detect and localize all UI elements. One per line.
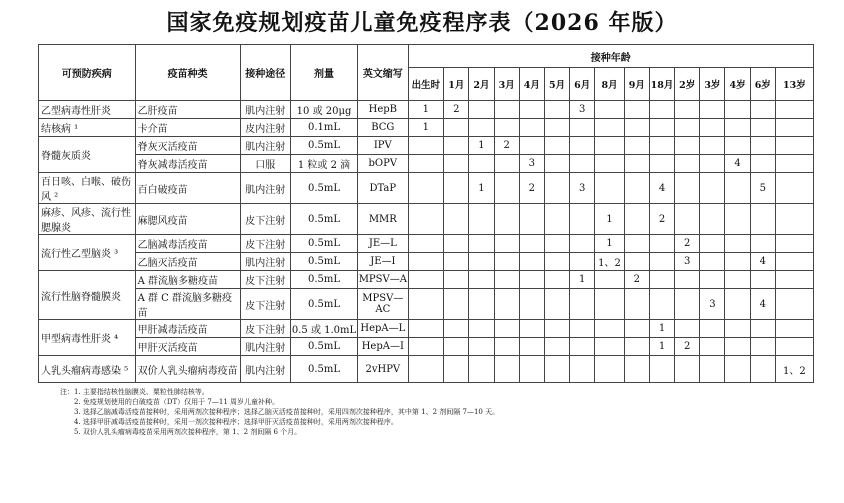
cell-dose-number bbox=[750, 356, 775, 383]
cell-disease: 麻疹、风疹、流行性腮腺炎 bbox=[39, 204, 136, 235]
cell-dose-number bbox=[775, 320, 813, 338]
cell-dose-number bbox=[700, 338, 725, 356]
cell-dose-number bbox=[444, 253, 469, 271]
cell-dose-number bbox=[494, 101, 519, 119]
cell-dose-number bbox=[595, 356, 624, 383]
cell-dose-number bbox=[624, 338, 649, 356]
cell-dose-number bbox=[624, 253, 649, 271]
cell-dose: 0.5mL bbox=[290, 253, 357, 271]
cell-dose-number bbox=[700, 253, 725, 271]
cell-dose-number bbox=[469, 119, 494, 137]
cell-dose-number bbox=[595, 101, 624, 119]
cell-dose-number: 2 bbox=[675, 338, 700, 356]
cell-dose-number bbox=[725, 204, 750, 235]
cell-dose-number bbox=[750, 137, 775, 155]
cell-dose-number bbox=[700, 204, 725, 235]
table-row bbox=[39, 204, 814, 235]
cell-dose: 0.5mL bbox=[290, 356, 357, 383]
header-age-6: 6月 bbox=[570, 68, 595, 101]
cell-dose-number bbox=[649, 253, 674, 271]
cell-dose-number bbox=[649, 289, 674, 320]
cell-dose-number bbox=[469, 338, 494, 356]
cell-dose-number bbox=[649, 119, 674, 137]
cell-dose-number bbox=[469, 204, 494, 235]
cell-dose-number bbox=[775, 253, 813, 271]
cell-dose: 1 粒或 2 滴 bbox=[290, 155, 357, 173]
cell-dose-number: 1 bbox=[469, 137, 494, 155]
cell-vaccine: A 群流脑多糖疫苗 bbox=[135, 271, 240, 289]
cell-dose-number bbox=[700, 137, 725, 155]
cell-dose-number: 2 bbox=[444, 101, 469, 119]
cell-abbr: IPV bbox=[358, 137, 408, 155]
cell-dose-number bbox=[519, 253, 544, 271]
cell-dose-number bbox=[725, 338, 750, 356]
header-route: 接种途径 bbox=[240, 45, 290, 101]
cell-dose-number bbox=[624, 137, 649, 155]
cell-disease: 人乳头瘤病毒感染 ⁵ bbox=[39, 356, 136, 383]
cell-dose-number bbox=[519, 289, 544, 320]
header-age-8: 9月 bbox=[624, 68, 649, 101]
cell-dose-number bbox=[570, 119, 595, 137]
cell-dose-number bbox=[444, 289, 469, 320]
immunization-schedule-table bbox=[38, 44, 814, 383]
cell-dose-number bbox=[444, 338, 469, 356]
cell-dose-number bbox=[519, 320, 544, 338]
cell-abbr: HepB bbox=[358, 101, 408, 119]
table-row bbox=[39, 320, 814, 338]
header-age-7: 8月 bbox=[595, 68, 624, 101]
header-age-9: 18月 bbox=[649, 68, 674, 101]
cell-dose-number bbox=[675, 204, 700, 235]
cell-vaccine: 乙肝疫苗 bbox=[135, 101, 240, 119]
cell-disease: 结核病 ¹ bbox=[39, 119, 136, 137]
cell-dose: 10 或 20μg bbox=[290, 101, 357, 119]
cell-dose: 0.5mL bbox=[290, 173, 357, 204]
table-row bbox=[39, 271, 814, 289]
cell-dose-number bbox=[494, 119, 519, 137]
cell-vaccine: 卡介苗 bbox=[135, 119, 240, 137]
cell-dose-number: 1、2 bbox=[595, 253, 624, 271]
header-age-2: 2月 bbox=[469, 68, 494, 101]
cell-dose-number bbox=[750, 204, 775, 235]
cell-dose-number bbox=[750, 155, 775, 173]
header-age-5: 5月 bbox=[544, 68, 569, 101]
cell-dose-number bbox=[675, 119, 700, 137]
cell-dose-number bbox=[519, 101, 544, 119]
cell-dose-number bbox=[519, 338, 544, 356]
cell-dose-number bbox=[444, 155, 469, 173]
cell-vaccine: 百白破疫苗 bbox=[135, 173, 240, 204]
cell-dose-number bbox=[750, 338, 775, 356]
table-row bbox=[39, 155, 814, 173]
cell-dose-number bbox=[649, 155, 674, 173]
cell-dose-number bbox=[469, 101, 494, 119]
cell-dose-number bbox=[700, 173, 725, 204]
cell-dose-number bbox=[494, 356, 519, 383]
cell-dose-number bbox=[700, 235, 725, 253]
table-row bbox=[39, 338, 814, 356]
cell-dose-number bbox=[775, 155, 813, 173]
cell-dose-number bbox=[469, 271, 494, 289]
footnote-line: 2. 免疫规划使用的白破疫苗（DT）仅用于 7—11 周岁儿童补种。 bbox=[74, 398, 279, 406]
cell-dose-number: 5 bbox=[750, 173, 775, 204]
cell-route: 皮下注射 bbox=[240, 320, 290, 338]
cell-dose: 0.5mL bbox=[290, 235, 357, 253]
cell-dose-number: 4 bbox=[649, 173, 674, 204]
cell-route: 皮下注射 bbox=[240, 235, 290, 253]
cell-dose-number bbox=[725, 119, 750, 137]
cell-dose-number bbox=[725, 320, 750, 338]
cell-dose-number: 1 bbox=[408, 101, 444, 119]
cell-dose-number: 3 bbox=[675, 253, 700, 271]
header-age-3: 3月 bbox=[494, 68, 519, 101]
cell-abbr: DTaP bbox=[358, 173, 408, 204]
cell-vaccine: 脊灰减毒活疫苗 bbox=[135, 155, 240, 173]
cell-route: 口服 bbox=[240, 155, 290, 173]
cell-dose-number bbox=[750, 235, 775, 253]
cell-dose-number bbox=[570, 204, 595, 235]
cell-dose-number bbox=[725, 356, 750, 383]
cell-dose-number: 3 bbox=[570, 101, 595, 119]
cell-route: 肌内注射 bbox=[240, 137, 290, 155]
cell-dose-number bbox=[595, 137, 624, 155]
cell-dose-number bbox=[408, 173, 444, 204]
cell-dose-number bbox=[624, 235, 649, 253]
cell-dose: 0.1mL bbox=[290, 119, 357, 137]
header-abbr: 英文缩写 bbox=[358, 45, 408, 101]
cell-disease: 百日咳、白喉、破伤风 ² bbox=[39, 173, 136, 204]
cell-dose-number bbox=[544, 235, 569, 253]
cell-abbr: MPSV—AC bbox=[358, 289, 408, 320]
cell-dose-number bbox=[700, 119, 725, 137]
cell-dose-number bbox=[595, 320, 624, 338]
cell-dose-number: 2 bbox=[649, 204, 674, 235]
cell-dose-number bbox=[544, 204, 569, 235]
cell-dose-number bbox=[725, 101, 750, 119]
cell-dose-number bbox=[595, 173, 624, 204]
cell-dose-number: 1 bbox=[649, 320, 674, 338]
cell-dose-number bbox=[675, 173, 700, 204]
cell-dose-number: 2 bbox=[494, 137, 519, 155]
cell-dose-number bbox=[775, 204, 813, 235]
cell-dose-number bbox=[750, 101, 775, 119]
cell-route: 肌内注射 bbox=[240, 101, 290, 119]
cell-dose-number bbox=[624, 119, 649, 137]
cell-vaccine: 甲肝灭活疫苗 bbox=[135, 338, 240, 356]
cell-dose-number: 1 bbox=[595, 235, 624, 253]
cell-dose-number: 1 bbox=[469, 173, 494, 204]
cell-route: 肌内注射 bbox=[240, 338, 290, 356]
cell-dose-number bbox=[700, 320, 725, 338]
cell-disease: 流行性脑脊髓膜炎 bbox=[39, 271, 136, 320]
cell-dose-number bbox=[649, 137, 674, 155]
cell-dose-number bbox=[725, 173, 750, 204]
cell-dose: 0.5mL bbox=[290, 338, 357, 356]
cell-dose: 0.5mL bbox=[290, 137, 357, 155]
cell-dose-number bbox=[444, 137, 469, 155]
cell-dose-number bbox=[519, 204, 544, 235]
cell-dose-number bbox=[469, 155, 494, 173]
cell-dose-number bbox=[570, 289, 595, 320]
cell-dose-number bbox=[570, 253, 595, 271]
cell-dose-number bbox=[469, 356, 494, 383]
footnotes bbox=[60, 387, 844, 437]
cell-abbr: HepA—L bbox=[358, 320, 408, 338]
cell-dose-number bbox=[494, 155, 519, 173]
cell-dose-number bbox=[775, 271, 813, 289]
cell-dose-number bbox=[408, 356, 444, 383]
cell-route: 肌内注射 bbox=[240, 253, 290, 271]
cell-dose-number bbox=[494, 338, 519, 356]
cell-dose-number: 1 bbox=[408, 119, 444, 137]
cell-dose-number bbox=[775, 119, 813, 137]
table-row bbox=[39, 235, 814, 253]
cell-dose-number bbox=[700, 271, 725, 289]
table-row bbox=[39, 101, 814, 119]
cell-disease: 脊髓灰质炎 bbox=[39, 137, 136, 173]
cell-dose-number: 3 bbox=[570, 173, 595, 204]
cell-dose-number bbox=[494, 289, 519, 320]
cell-dose-number bbox=[675, 155, 700, 173]
table-row bbox=[39, 173, 814, 204]
cell-dose-number: 3 bbox=[700, 289, 725, 320]
cell-dose-number bbox=[775, 235, 813, 253]
cell-dose-number bbox=[624, 356, 649, 383]
cell-dose-number bbox=[675, 137, 700, 155]
cell-dose-number bbox=[544, 119, 569, 137]
cell-dose-number bbox=[544, 137, 569, 155]
cell-dose-number bbox=[775, 101, 813, 119]
cell-dose: 0.5mL bbox=[290, 204, 357, 235]
cell-abbr: JE—L bbox=[358, 235, 408, 253]
cell-dose-number bbox=[624, 101, 649, 119]
cell-disease: 流行性乙型脑炎 ³ bbox=[39, 235, 136, 271]
header-disease: 可预防疾病 bbox=[39, 45, 136, 101]
cell-route: 肌内注射 bbox=[240, 173, 290, 204]
cell-dose-number bbox=[775, 137, 813, 155]
cell-dose-number: 1、2 bbox=[775, 356, 813, 383]
table-row bbox=[39, 119, 814, 137]
cell-dose-number: 1 bbox=[649, 338, 674, 356]
cell-dose-number bbox=[494, 235, 519, 253]
cell-dose-number bbox=[595, 289, 624, 320]
header-age-0: 出生时 bbox=[408, 68, 444, 101]
cell-dose-number bbox=[469, 235, 494, 253]
table-row bbox=[39, 253, 814, 271]
header-dose: 剂量 bbox=[290, 45, 357, 101]
cell-dose-number bbox=[649, 271, 674, 289]
cell-dose-number bbox=[675, 356, 700, 383]
cell-vaccine: 甲肝减毒活疫苗 bbox=[135, 320, 240, 338]
cell-dose-number bbox=[444, 204, 469, 235]
cell-dose-number bbox=[544, 289, 569, 320]
cell-dose-number bbox=[725, 235, 750, 253]
cell-dose-number bbox=[408, 320, 444, 338]
header-age-12: 4岁 bbox=[725, 68, 750, 101]
cell-vaccine: A 群 C 群流脑多糖疫苗 bbox=[135, 289, 240, 320]
table-row bbox=[39, 356, 814, 383]
cell-dose-number bbox=[494, 173, 519, 204]
cell-dose-number bbox=[494, 253, 519, 271]
footnote-line: 注：1. 主要指结核性脑膜炎、粟粒性肺结核等。 bbox=[60, 388, 209, 396]
cell-dose-number bbox=[544, 271, 569, 289]
cell-abbr: bOPV bbox=[358, 155, 408, 173]
table-row bbox=[39, 137, 814, 155]
cell-dose-number bbox=[595, 119, 624, 137]
cell-dose-number bbox=[624, 320, 649, 338]
cell-dose-number bbox=[544, 155, 569, 173]
cell-dose-number bbox=[624, 155, 649, 173]
cell-dose-number bbox=[444, 320, 469, 338]
footnote-line: 4. 选择甲肝减毒活疫苗接种时，采用一剂次接种程序；选择甲肝灭活疫苗接种时，采用两剂次接种程序。 bbox=[74, 418, 398, 426]
cell-dose-number bbox=[700, 101, 725, 119]
cell-dose-number bbox=[519, 119, 544, 137]
cell-abbr: HepA—I bbox=[358, 338, 408, 356]
table-row bbox=[39, 289, 814, 320]
cell-vaccine: 麻腮风疫苗 bbox=[135, 204, 240, 235]
cell-dose-number bbox=[519, 235, 544, 253]
cell-dose-number bbox=[444, 235, 469, 253]
cell-dose-number bbox=[675, 101, 700, 119]
cell-dose-number: 2 bbox=[624, 271, 649, 289]
cell-dose-number bbox=[595, 155, 624, 173]
page-title: 国家免疫规划疫苗儿童免疫程序表（2026 年版） bbox=[166, 10, 678, 36]
cell-dose-number bbox=[570, 155, 595, 173]
header-age-14: 13岁 bbox=[775, 68, 813, 101]
cell-dose-number bbox=[750, 119, 775, 137]
cell-dose-number: 2 bbox=[675, 235, 700, 253]
cell-dose-number bbox=[675, 320, 700, 338]
cell-vaccine: 双价人乳头瘤病毒疫苗 bbox=[135, 356, 240, 383]
cell-route: 肌内注射 bbox=[240, 356, 290, 383]
cell-dose-number bbox=[519, 271, 544, 289]
cell-dose-number bbox=[624, 204, 649, 235]
cell-dose-number bbox=[494, 320, 519, 338]
cell-dose-number bbox=[750, 320, 775, 338]
cell-dose-number bbox=[444, 356, 469, 383]
cell-dose-number bbox=[469, 289, 494, 320]
cell-dose-number bbox=[750, 271, 775, 289]
cell-dose-number bbox=[469, 253, 494, 271]
cell-dose-number bbox=[624, 173, 649, 204]
cell-route: 皮下注射 bbox=[240, 271, 290, 289]
cell-dose-number bbox=[544, 356, 569, 383]
cell-route: 皮下注射 bbox=[240, 289, 290, 320]
cell-disease: 甲型病毒性肝炎 ⁴ bbox=[39, 320, 136, 356]
cell-dose-number bbox=[624, 289, 649, 320]
cell-dose-number bbox=[544, 101, 569, 119]
cell-dose-number bbox=[775, 173, 813, 204]
header-vaccine: 疫苗种类 bbox=[135, 45, 240, 101]
cell-dose-number bbox=[444, 119, 469, 137]
cell-dose-number bbox=[595, 271, 624, 289]
cell-dose-number bbox=[408, 338, 444, 356]
cell-dose-number bbox=[595, 338, 624, 356]
cell-abbr: 2vHPV bbox=[358, 356, 408, 383]
cell-vaccine: 乙脑灭活疫苗 bbox=[135, 253, 240, 271]
cell-dose-number: 4 bbox=[750, 289, 775, 320]
footnote-line: 3. 选择乙脑减毒活疫苗接种时，采用两剂次接种程序；选择乙脑灭活疫苗接种时，采用四剂次接种程序，其中第 1、2 剂间隔 7—10 天。 bbox=[74, 408, 500, 416]
cell-dose-number bbox=[544, 320, 569, 338]
cell-dose-number bbox=[675, 289, 700, 320]
cell-dose-number bbox=[725, 289, 750, 320]
cell-dose-number: 2 bbox=[519, 173, 544, 204]
header-age-10: 2岁 bbox=[675, 68, 700, 101]
header-age-1: 1月 bbox=[444, 68, 469, 101]
cell-dose-number bbox=[675, 271, 700, 289]
header-age-13: 6岁 bbox=[750, 68, 775, 101]
cell-dose: 0.5 或 1.0mL bbox=[290, 320, 357, 338]
cell-dose: 0.5mL bbox=[290, 271, 357, 289]
cell-route: 皮内注射 bbox=[240, 119, 290, 137]
cell-dose-number: 1 bbox=[570, 271, 595, 289]
cell-dose-number bbox=[775, 289, 813, 320]
cell-dose-number bbox=[408, 235, 444, 253]
cell-dose-number bbox=[494, 271, 519, 289]
cell-dose-number bbox=[570, 320, 595, 338]
cell-dose-number bbox=[570, 137, 595, 155]
header-age-4: 4月 bbox=[519, 68, 544, 101]
header-age-group: 接种年龄 bbox=[408, 45, 813, 68]
cell-dose-number bbox=[700, 356, 725, 383]
cell-dose-number bbox=[408, 253, 444, 271]
cell-abbr: BCG bbox=[358, 119, 408, 137]
cell-dose-number: 4 bbox=[750, 253, 775, 271]
cell-dose-number bbox=[494, 204, 519, 235]
cell-dose-number bbox=[408, 271, 444, 289]
cell-dose-number bbox=[570, 235, 595, 253]
cell-vaccine: 脊灰灭活疫苗 bbox=[135, 137, 240, 155]
cell-disease: 乙型病毒性肝炎 bbox=[39, 101, 136, 119]
cell-dose-number bbox=[544, 173, 569, 204]
cell-dose-number bbox=[649, 101, 674, 119]
cell-dose-number bbox=[700, 155, 725, 173]
cell-dose-number bbox=[519, 356, 544, 383]
cell-abbr: JE—I bbox=[358, 253, 408, 271]
cell-dose-number bbox=[649, 235, 674, 253]
cell-abbr: MPSV—A bbox=[358, 271, 408, 289]
cell-dose-number bbox=[570, 356, 595, 383]
cell-dose-number bbox=[408, 204, 444, 235]
cell-dose-number bbox=[725, 271, 750, 289]
cell-dose-number: 1 bbox=[595, 204, 624, 235]
footnote-line: 5. 双价人乳头瘤病毒疫苗采用两剂次接种程序，第 1、2 剂间隔 6 个月。 bbox=[74, 428, 302, 436]
cell-dose-number bbox=[408, 137, 444, 155]
cell-dose-number: 3 bbox=[519, 155, 544, 173]
cell-dose-number bbox=[444, 173, 469, 204]
cell-dose-number bbox=[725, 137, 750, 155]
cell-dose-number: 4 bbox=[725, 155, 750, 173]
cell-dose-number bbox=[649, 356, 674, 383]
cell-dose-number bbox=[408, 289, 444, 320]
cell-dose-number bbox=[570, 338, 595, 356]
cell-dose-number bbox=[444, 271, 469, 289]
header-age-11: 3岁 bbox=[700, 68, 725, 101]
cell-dose-number bbox=[544, 338, 569, 356]
cell-dose-number bbox=[725, 253, 750, 271]
cell-dose-number bbox=[469, 320, 494, 338]
cell-dose-number bbox=[408, 155, 444, 173]
cell-route: 皮下注射 bbox=[240, 204, 290, 235]
cell-dose-number bbox=[544, 253, 569, 271]
cell-vaccine: 乙脑减毒活疫苗 bbox=[135, 235, 240, 253]
cell-abbr: MMR bbox=[358, 204, 408, 235]
cell-dose-number bbox=[519, 137, 544, 155]
cell-dose: 0.5mL bbox=[290, 289, 357, 320]
cell-dose-number bbox=[775, 338, 813, 356]
